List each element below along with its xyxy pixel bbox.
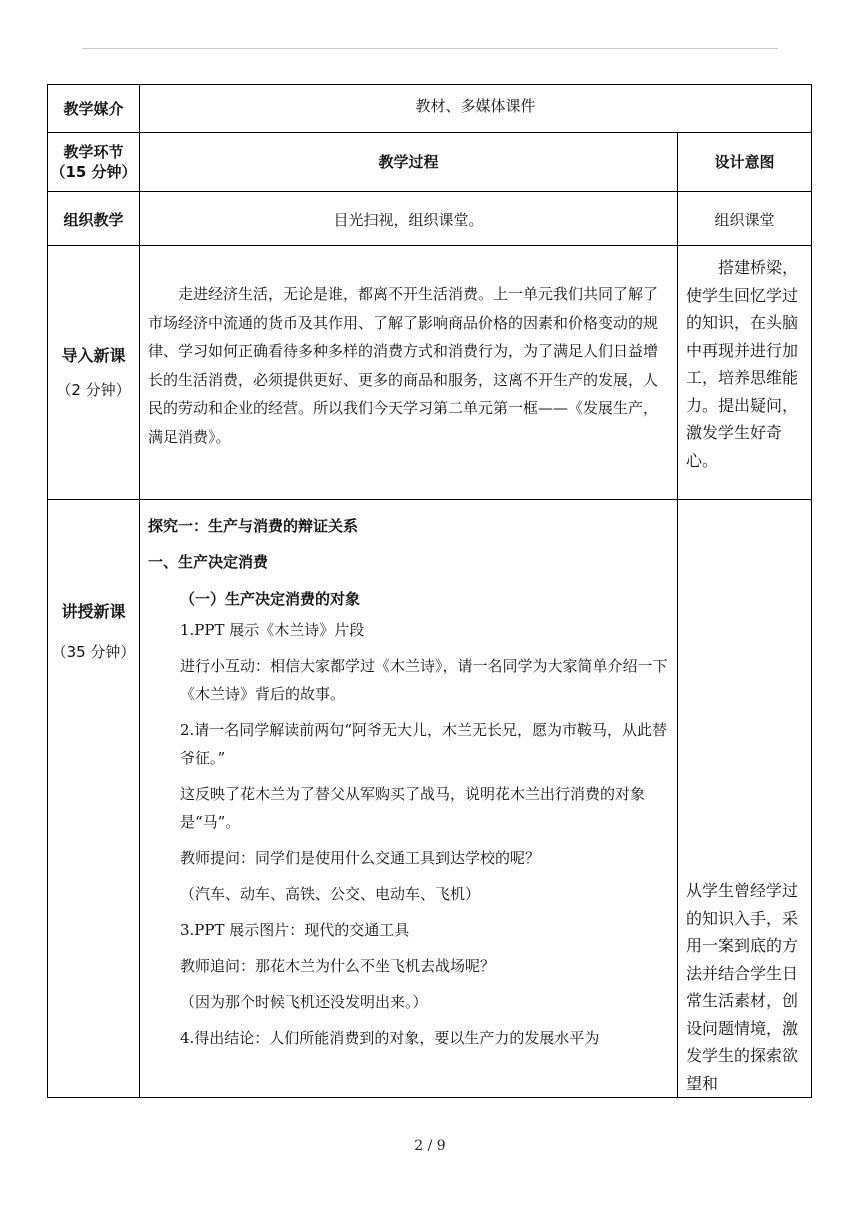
item-10: 4.得出结论：人们所能消费到的对象，要以生产力的发展水平为	[180, 1029, 600, 1047]
intro-intent: 搭建桥梁，使学生回忆学过的知识，在头脑中再现并进行加工，培养思维能力。提出疑问，激发学生好奇心。	[685, 258, 798, 470]
page-number: 2 / 9	[414, 1138, 446, 1154]
header-rule	[82, 48, 778, 49]
item-4: 这反映了花木兰为了替父从军购买了战马，说明花木兰出行消费的对象是“马”。	[180, 785, 646, 831]
item-5: 教师提问：同学们是使用什么交通工具到达学校的呢？	[180, 849, 541, 867]
row-new	[48, 500, 812, 1098]
item-8: 教师追问：那花木兰为什么不坐飞机去战场呢？	[180, 957, 496, 975]
row-media	[48, 85, 812, 133]
item-6: （汽车、动车、高铁、公交、电动车、飞机）	[180, 885, 481, 903]
intro-label-cell	[48, 246, 140, 500]
lesson-plan-table	[47, 84, 812, 1098]
stage-label	[48, 133, 140, 192]
new-items	[148, 616, 669, 1052]
new-duration: （35 分钟）	[51, 643, 136, 661]
organize-intent: 组织课堂	[677, 192, 811, 246]
item-1: 1.PPT 展示《木兰诗》片段	[180, 621, 365, 639]
intro-label: 导入新课	[61, 345, 126, 365]
item-2: 进行小互动：相信大家都学过《木兰诗》，请一名同学为大家简单介绍一下《木兰诗》背后的故事。	[180, 657, 668, 703]
row-organize	[48, 192, 812, 246]
new-label-cell	[48, 500, 140, 1098]
subsection-heading: （一）生产决定消费的对象	[180, 590, 361, 608]
inquiry-heading: 探究一：生产与消费的辩证关系	[148, 517, 359, 535]
organize-label: 组织教学	[48, 192, 140, 246]
row-header	[48, 133, 812, 192]
new-label: 讲授新课	[61, 602, 126, 621]
item-7: 3.PPT 展示图片：现代的交通工具	[180, 921, 410, 939]
intro-content-cell	[140, 246, 678, 500]
media-label: 教学媒介	[48, 85, 140, 133]
intro-content: 走进经济生活，无论是谁，都离不开生活消费。上一单元我们共同了解了市场经济中流通的货币及其作用、了解了影响商品价格的因素和价格变动的规律、学习如何正确看待多种多样的消费方式和消费行为，为了满足人们日益增长的生活消费，必须提供更好、更多的商品和服务，这离不开生产的发展，人民的劳动和企业的经营。所以我们今天学习第二单元第一框——《发展生产，满足消费》。	[148, 285, 659, 446]
intent-header: 设计意图	[677, 133, 811, 192]
row-intro	[48, 246, 812, 500]
new-content-cell	[140, 500, 678, 1098]
intro-intent-cell	[677, 246, 811, 500]
item-9: （因为那个时候飞机还没发明出来。）	[180, 993, 428, 1011]
stage-label-line1: 教学环节	[63, 143, 124, 161]
new-intent-cell	[677, 500, 811, 1098]
media-content: 教材、多媒体课件	[140, 85, 812, 133]
process-header: 教学过程	[140, 133, 678, 192]
intro-duration: （2 分钟）	[56, 380, 131, 399]
stage-label-line2: （15 分钟）	[50, 163, 137, 181]
section-heading: 一、生产决定消费	[148, 553, 269, 571]
organize-content: 目光扫视，组织课堂。	[140, 192, 678, 246]
new-intent: 从学生曾经学过的知识入手，采用一案到底的方法并结合学生日常生活素材，创设问题情境，激发学生的探索欲望和	[685, 881, 798, 1093]
item-3: 2.请一名同学解读前两句“阿爷无大儿，木兰无长兄，愿为市鞍马，从此替爷征。”	[180, 721, 667, 767]
